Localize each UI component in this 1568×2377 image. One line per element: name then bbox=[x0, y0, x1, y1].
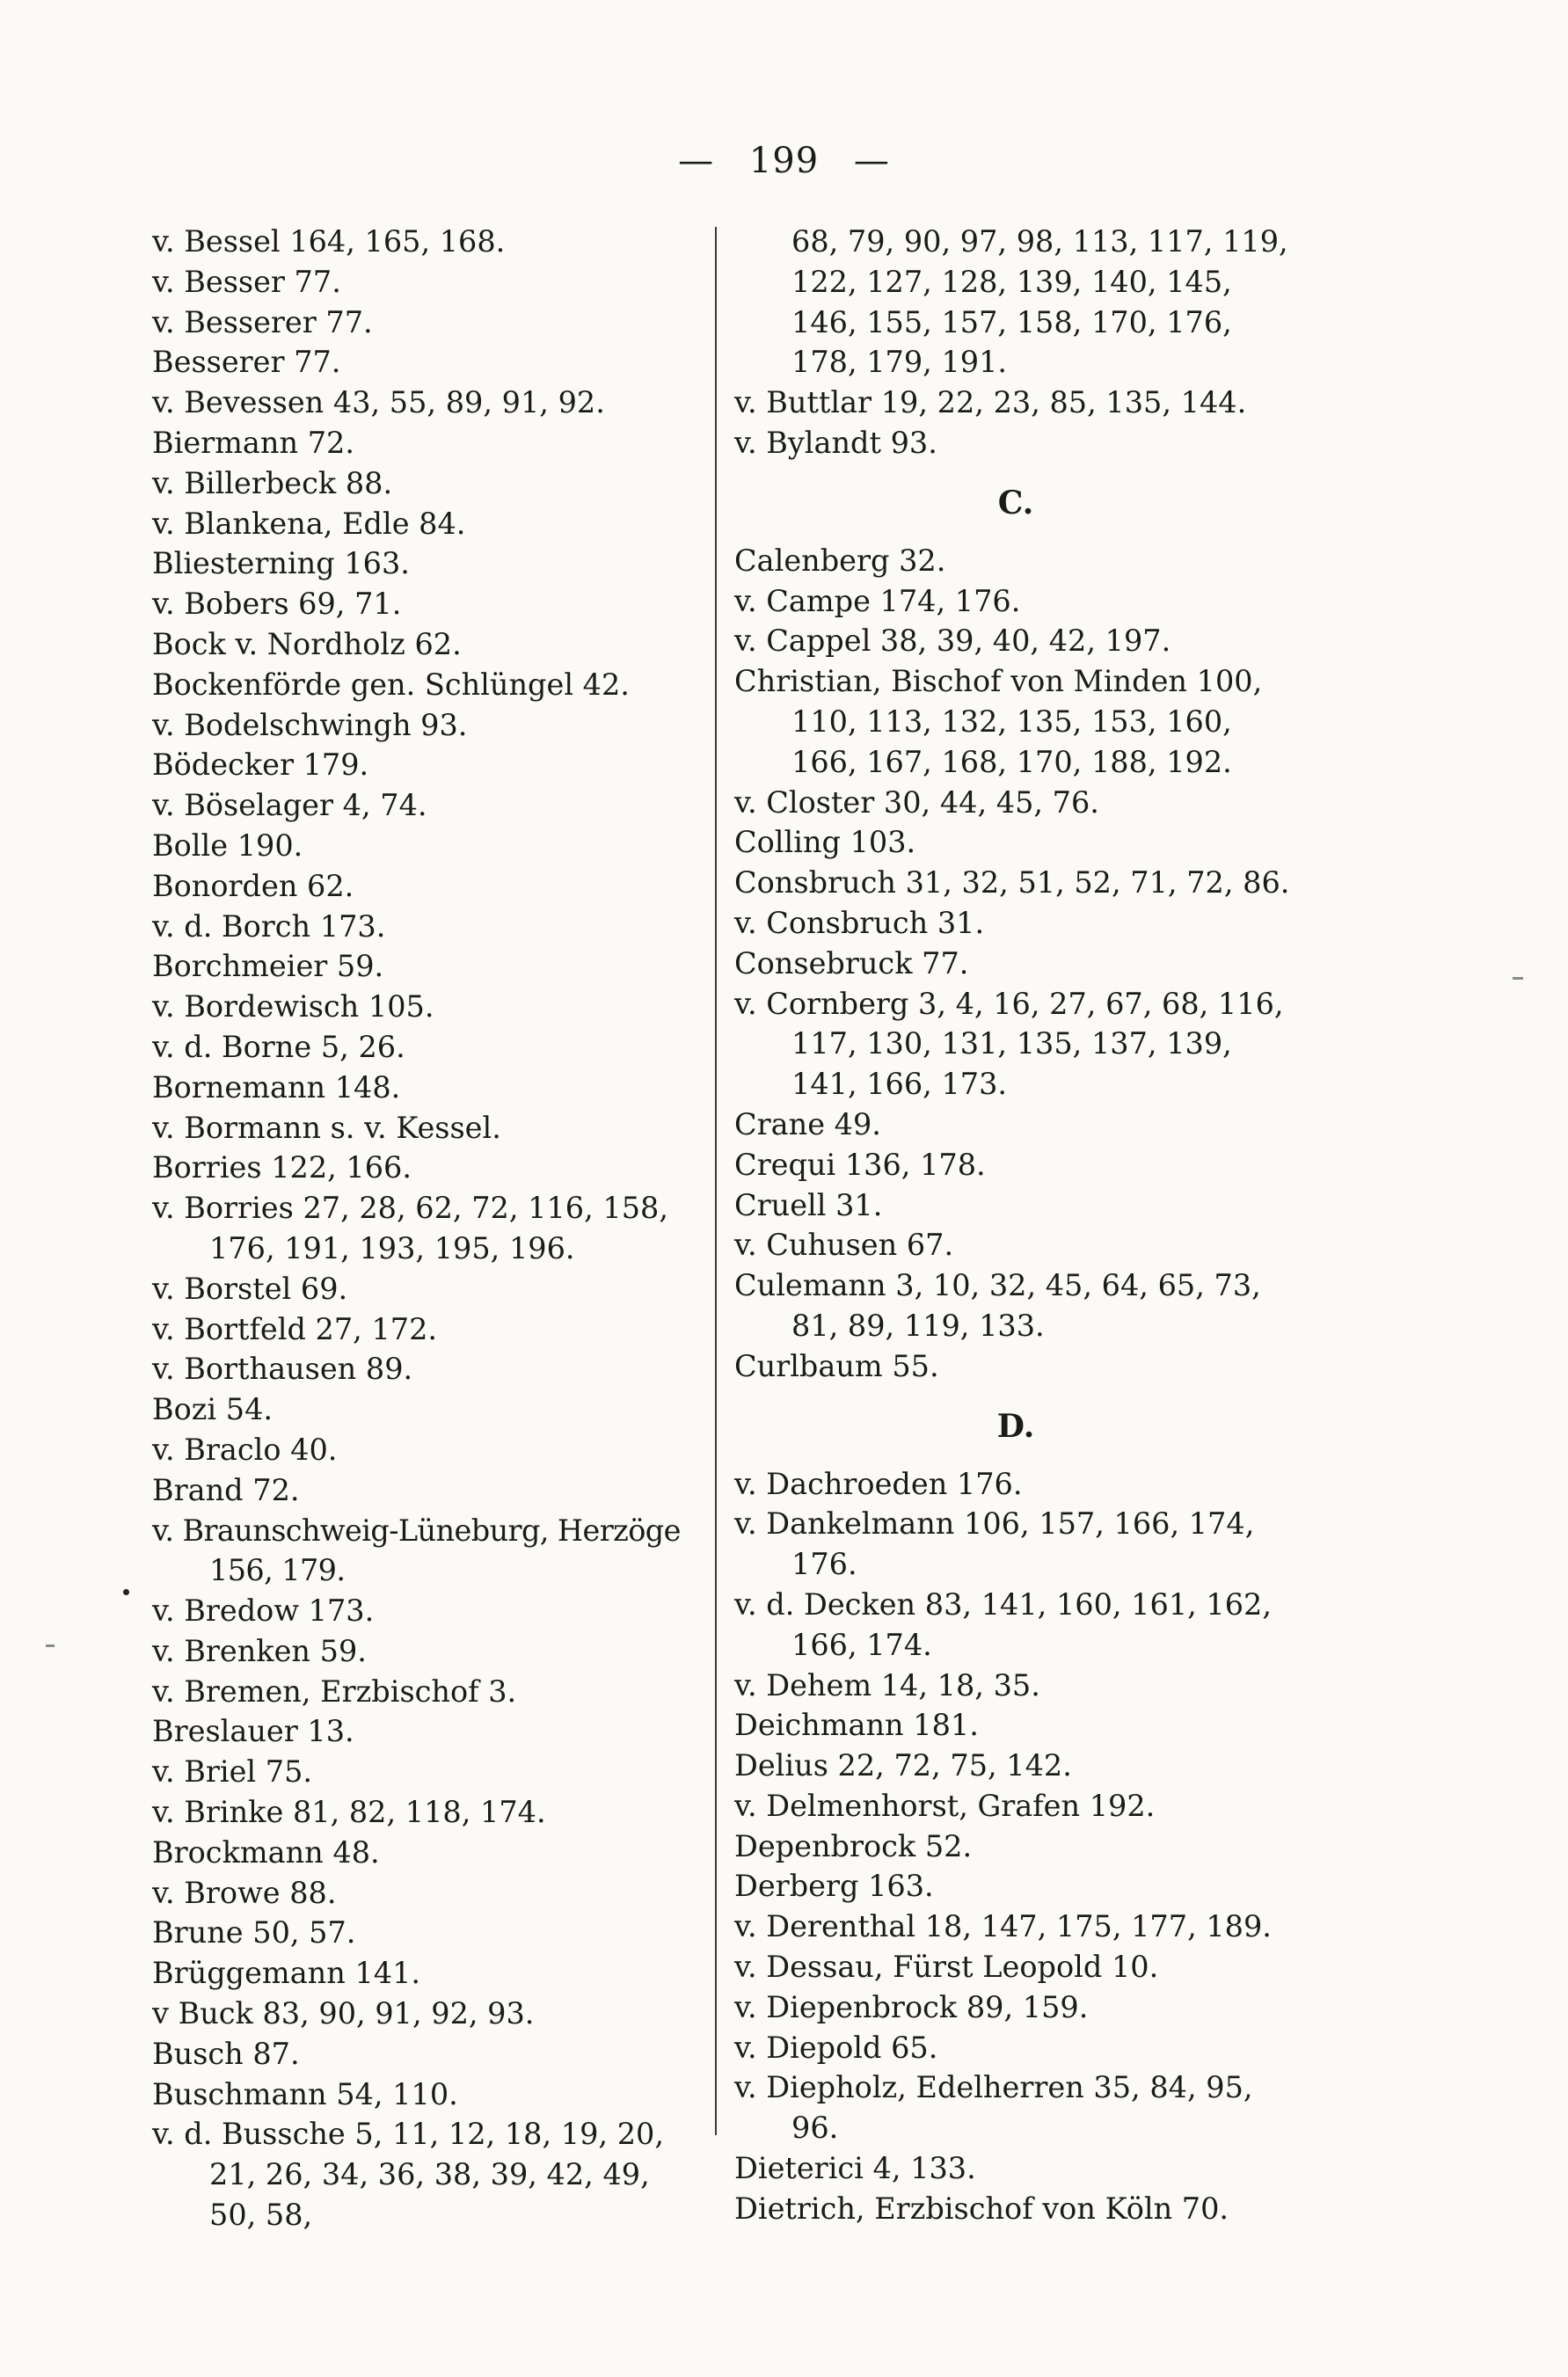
index-entry: v. Bodelschwingh 93. bbox=[152, 707, 468, 742]
index-entry: Borries 122, 166. bbox=[152, 1150, 412, 1185]
page-header bbox=[0, 141, 1568, 181]
index-entry: Bliesterning 163. bbox=[152, 546, 410, 581]
index-entry: v. Diepold 65. bbox=[734, 2030, 938, 2065]
index-entry: v. Cappel 38, 39, 40, 42, 197. bbox=[734, 623, 1171, 659]
header-dash-right: — bbox=[853, 141, 890, 181]
index-entry: v. Campe 174, 176. bbox=[734, 583, 1021, 618]
index-entry: v. Buttlar 19, 22, 23, 85, 135, 144. bbox=[734, 385, 1247, 420]
index-entry: Crequi 136, 178. bbox=[734, 1147, 986, 1182]
index-entry: Crane 49. bbox=[734, 1106, 881, 1141]
index-entry: v. Browe 88. bbox=[152, 1875, 337, 1910]
index-entry: v. Bredow 173. bbox=[152, 1593, 375, 1629]
index-entry: v. Borries 27, 28, 62, 72, 116, 158, 176, 191, 193, 195, 196. bbox=[152, 1191, 668, 1265]
margin-dash-mark-left bbox=[46, 1644, 55, 1647]
index-entry: v. Dessau, Fürst Leopold 10. bbox=[734, 1950, 1159, 1985]
index-entry: v. Dankelmann 106, 157, 166, 174, 176. bbox=[734, 1506, 1255, 1582]
index-entry: v. d. Borne 5, 26. bbox=[152, 1029, 405, 1064]
section-heading-d: D. bbox=[996, 1407, 1035, 1445]
index-entry: v. d. Decken 83, 141, 160, 161, 162, 166, 174. bbox=[734, 1586, 1273, 1662]
index-entry: v. Bevessen 43, 55, 89, 91, 92. bbox=[152, 385, 605, 420]
header-dash-left: — bbox=[678, 141, 715, 181]
index-entry: v. Bremen, Erzbischof 3. bbox=[152, 1673, 517, 1709]
index-entry: v. Closter 30, 44, 45, 76. bbox=[734, 784, 1099, 820]
index-entry: v. Borthausen 89. bbox=[152, 1352, 413, 1387]
index-entry: Christian, Bischof von Minden 100, 110, 113, 132, 135, 153, 160, 166, 167, 168, 170, 188, 192. bbox=[734, 664, 1263, 779]
index-entry: Culemann 3, 10, 32, 45, 64, 65, 73, 81, 89, 119, 133. bbox=[734, 1268, 1261, 1343]
index-entry: Brockmann 48. bbox=[152, 1834, 380, 1870]
index-entry: v. Diepenbrock 89, 159. bbox=[734, 1989, 1089, 2024]
right-index-column bbox=[734, 222, 1297, 2229]
index-entry: v. Bordewisch 105. bbox=[152, 989, 434, 1024]
index-entry: v. Billerbeck 88. bbox=[152, 465, 393, 500]
left-index-column bbox=[152, 222, 697, 2235]
index-entry: v. Blankena, Edle 84. bbox=[152, 506, 466, 541]
index-entry: Cruell 31. bbox=[734, 1187, 883, 1222]
index-entry: Besserer 77. bbox=[152, 345, 341, 380]
index-entry: v. d. Borch 173. bbox=[152, 908, 386, 944]
index-entry: Busch 87. bbox=[152, 2036, 300, 2071]
index-entry: Delius 22, 72, 75, 142. bbox=[734, 1748, 1072, 1783]
index-entry-continuation: 68, 79, 90, 97, 98, 113, 117, 119, 122, 127, 128, 139, 140, 145, 146, 155, 157, 158, 170, 176, 178, 179, 191. bbox=[791, 224, 1288, 380]
index-entry: v. d. Bussche 5, 11, 12, 18, 19, 20, 21, 26, 34, 36, 38, 39, 42, 49, 50, 58, bbox=[152, 2117, 664, 2233]
index-entry: Calenberg 32. bbox=[734, 543, 946, 578]
index-entry: v. Bortfeld 27, 172. bbox=[152, 1311, 438, 1346]
index-entry: Brune 50, 57. bbox=[152, 1915, 356, 1950]
index-entry: v. Derenthal 18, 147, 175, 177, 189. bbox=[734, 1909, 1272, 1944]
index-entry: Dietrich, Erzbischof von Köln 70. bbox=[734, 2191, 1229, 2226]
index-entry: Colling 103. bbox=[734, 825, 916, 860]
index-entry: v. Cornberg 3, 4, 16, 27, 67, 68, 116, 117, 130, 131, 135, 137, 139, 141, 166, 173. bbox=[734, 986, 1284, 1102]
index-entry: v. Consbruch 31. bbox=[734, 905, 985, 940]
index-entry: v. Borstel 69. bbox=[152, 1271, 348, 1306]
index-entry: v Buck 83, 90, 91, 92, 93. bbox=[152, 1996, 535, 2031]
index-entry: v. Böselager 4, 74. bbox=[152, 788, 427, 823]
index-entry: v. Bormann s. v. Kessel. bbox=[152, 1110, 501, 1145]
index-entry: v. Brenken 59. bbox=[152, 1633, 367, 1668]
index-entry: v. Bobers 69, 71. bbox=[152, 587, 402, 622]
index-entry: Buschmann 54, 110. bbox=[152, 2076, 458, 2111]
index-entry: Bockenförde gen. Schlüngel 42. bbox=[152, 667, 630, 702]
index-entry: v. Cuhusen 67. bbox=[734, 1228, 954, 1263]
index-entry: v. Dehem 14, 18, 35. bbox=[734, 1667, 1040, 1703]
index-entry: v. Dachroeden 176. bbox=[734, 1466, 1023, 1501]
index-entry: Brand 72. bbox=[152, 1472, 300, 1507]
index-entry: Bolle 190. bbox=[152, 828, 303, 863]
index-entry: Bornemann 148. bbox=[152, 1069, 401, 1105]
index-entry: v. Delmenhorst, Grafen 192. bbox=[734, 1788, 1156, 1823]
index-entry: v. Diepholz, Edelherren 35, 84, 95, 96. bbox=[734, 2070, 1253, 2146]
section-heading-c: C. bbox=[997, 484, 1034, 521]
index-entry: Bock v. Nordholz 62. bbox=[152, 626, 462, 661]
column-divider bbox=[715, 227, 717, 2135]
index-entry: Biermann 72. bbox=[152, 425, 354, 460]
page-number: 199 bbox=[748, 141, 820, 181]
index-entry: Brüggemann 141. bbox=[152, 1956, 421, 1991]
index-entry: Dieterici 4, 133. bbox=[734, 2151, 976, 2186]
index-entry: Breslauer 13. bbox=[152, 1714, 354, 1749]
index-entry: Depenbrock 52. bbox=[734, 1828, 973, 1863]
margin-dash-mark-right bbox=[1513, 977, 1523, 980]
index-entry: Bonorden 62. bbox=[152, 868, 354, 903]
index-entry: Consebruck 77. bbox=[734, 945, 969, 981]
index-entry: v. Bylandt 93. bbox=[734, 425, 937, 460]
index-entry: Borchmeier 59. bbox=[152, 949, 384, 984]
index-entry: v. Briel 75. bbox=[152, 1754, 313, 1790]
index-entry: v. Besser 77. bbox=[152, 264, 341, 299]
index-entry: Derberg 163. bbox=[734, 1869, 934, 1904]
index-entry: v. Braunschweig-Lüneburg, Herzöge 156, 179. bbox=[152, 1513, 681, 1588]
index-entry: v. Besserer 77. bbox=[152, 304, 373, 339]
index-entry: Bödecker 179. bbox=[152, 747, 369, 783]
index-entry: v. Braclo 40. bbox=[152, 1432, 338, 1467]
index-entry: Curlbaum 55. bbox=[734, 1348, 939, 1383]
index-entry: v. Brinke 81, 82, 118, 174. bbox=[152, 1795, 546, 1830]
index-entry: Bozi 54. bbox=[152, 1392, 273, 1427]
index-entry: Deichmann 181. bbox=[734, 1708, 979, 1743]
index-entry: v. Bessel 164, 165, 168. bbox=[152, 224, 506, 259]
index-entry: Consbruch 31, 32, 51, 52, 71, 72, 86. bbox=[734, 865, 1290, 900]
margin-dot-mark bbox=[123, 1589, 129, 1595]
